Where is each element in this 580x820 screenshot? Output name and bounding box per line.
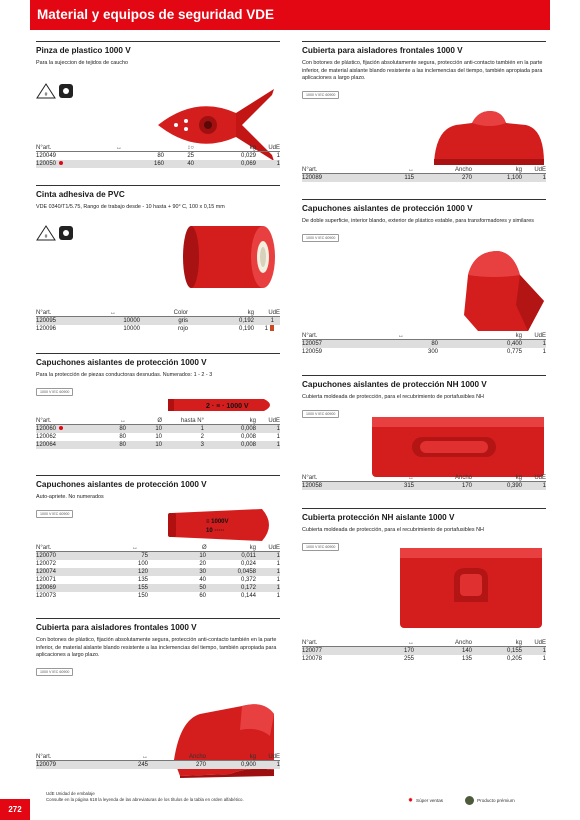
- warning-triangle-icon: [36, 225, 56, 241]
- table-header: N°art. ↔ Ø kg UdE: [36, 545, 280, 551]
- table-capuchones-auto: [36, 544, 280, 600]
- ok-hand-icon: [58, 83, 74, 99]
- section-description: Con botones de plástico, fijación absolutamente segura, protección anti-contacto también en la parte inferior, de material aislante blando resistente a las inclemencias del tiempo, también apropiada para aplicaciones a largo plazo.: [302, 60, 543, 82]
- section-title: Capuchones aislantes de protección 1000 V: [302, 199, 546, 213]
- iec-60900-badge: 1000 V IEC 60900: [302, 410, 339, 418]
- table-header: N°art. ↔ Ancho kg UdE: [302, 640, 546, 646]
- self-tightening-cap-image: [166, 507, 278, 543]
- table-header: N°art. ↔ Ancho kg UdE: [302, 167, 546, 173]
- svg-text:#: #: [44, 234, 48, 240]
- legend-premium: Producto prémium: [477, 798, 515, 803]
- page-number: 272: [0, 799, 30, 820]
- super-ventas-dot-icon: [59, 161, 63, 165]
- table-capuchones-numerados: [36, 417, 280, 449]
- section-title: Capuchones aislantes de protección NH 1000 V: [302, 375, 546, 389]
- pvc-tape-roll-image: [181, 220, 281, 295]
- ok-hand-icon: [58, 225, 74, 241]
- iec-60900-badge: 1000 V IEC 60900: [36, 510, 73, 518]
- section-cubierta-aisladores: [302, 41, 546, 101]
- table-row: 120062 80 10 2 0,008 1: [36, 434, 280, 440]
- section-title: Cubierta para aisladores frontales 1000 V: [302, 41, 546, 55]
- table-header: N°art. ↔ Ancho kg UdE: [36, 754, 280, 760]
- section-title: Cinta adhesiva de PVC: [36, 185, 280, 199]
- table-row: 120050 160 40 0,069 1: [36, 161, 280, 167]
- table-row: 120074 120 30 0,0458 1: [36, 569, 280, 575]
- footer-legend-note: Consulte en la página 618 la leyenda de las abreviaturas de los títulos de la tabla en orden alfabético.: [46, 797, 244, 802]
- section-description: De doble superficie, interior blando, exterior de plástico estable, para transformadores y similares: [302, 218, 534, 224]
- section-title: Capuchones aislantes de protección 1000 V: [36, 353, 280, 367]
- section-capuchones-doble: [302, 199, 546, 244]
- section-description: Para la sujeccion de tejidos de caucho: [36, 60, 128, 66]
- table-row: 120049 80 25 0,029 1: [36, 153, 280, 159]
- feature-icons: [36, 225, 74, 241]
- transformer-cap-image: [458, 245, 546, 335]
- iec-60900-badge: 1000 V IEC 60900: [36, 388, 73, 396]
- table-cubierta-nh: [302, 639, 546, 663]
- table-row: 120059 300 0,775 1: [302, 349, 546, 355]
- table-capuchones-doble: [302, 332, 546, 356]
- table-row: 120096 10000 rojo 0,190 1: [36, 325, 280, 333]
- table-row: 120077 170 140 0,155 1: [302, 648, 546, 654]
- super-ventas-dot-icon: [59, 426, 63, 430]
- svg-text:2 · ≡ · 1000 V: 2 · ≡ · 1000 V: [206, 403, 249, 410]
- col-ude: UdE: [268, 145, 280, 151]
- table-row: 120079 245 270 0,900 1: [36, 762, 280, 768]
- feature-icons: [36, 83, 74, 99]
- table-row: 120095 10000 gris 0,192 1: [36, 317, 280, 325]
- warning-triangle-icon: [36, 83, 56, 99]
- table-row: 120070 75 10 0,011 1: [36, 553, 280, 559]
- nh-protection-cover-image: [396, 542, 546, 632]
- section-title: Capuchones aislantes de protección 1000 V: [36, 475, 280, 489]
- numbered-cap-image: [166, 395, 278, 415]
- table-row: 120078 255 135 0,205 1: [302, 656, 546, 662]
- section-pinza: [36, 41, 280, 68]
- footer-legend: [408, 796, 515, 805]
- svg-text:10 ·····: 10 ·····: [206, 528, 225, 534]
- section-cubierta-aisladores: [36, 618, 280, 678]
- table-row: 120057 80 0,400 1: [302, 341, 546, 347]
- section-title: Pinza de plastico 1000 V: [36, 41, 280, 55]
- iec-60900-badge: 1000 V IEC 60900: [302, 91, 339, 99]
- section-description: Cubierta moldeada de protección, para el recubrimiento de portafusibles NH: [302, 394, 484, 400]
- section-description: VDE 0340/T1/5.75, Rango de trabajo desde - 10 hasta + 90° C, 100 x 0,15 mm: [36, 204, 225, 210]
- table-row: 120058 315 170 0,390 1: [302, 483, 546, 489]
- section-description: Auto-apriete. No numerados: [36, 494, 104, 500]
- iec-60900-badge: 1000 V IEC 60900: [36, 668, 73, 676]
- table-header: [36, 144, 280, 152]
- page-header: [30, 0, 550, 30]
- section-capuchones-numerados: [36, 353, 280, 398]
- table-header: N°art. ↔ Ø hasta N° kg UdE: [36, 418, 280, 424]
- table-cubierta-aisladores: [302, 166, 546, 182]
- nh-fuse-cap-image: [368, 413, 548, 481]
- premium-product-icon: [465, 796, 474, 805]
- section-title: Cubierta para aisladores frontales 1000 V: [36, 618, 280, 632]
- table-row: 120089 115 270 1,100 1: [302, 175, 546, 181]
- table-cubierta-aisladores: [36, 753, 280, 769]
- table-pinza: [36, 144, 280, 168]
- color-swatch-icon: [270, 325, 274, 331]
- super-ventas-icon: ✸: [408, 798, 414, 804]
- section-description: Cubierta moldeada de protección, para el recubrimiento de portafusibles NH: [302, 527, 484, 533]
- page-title: Material y equipos de seguridad VDE: [37, 7, 275, 22]
- iec-60900-badge: 1000 V IEC 60900: [302, 234, 339, 242]
- section-cinta: [36, 185, 280, 212]
- col-opening: ↕○: [187, 145, 194, 151]
- table-row: 120069 155 50 0,172 1: [36, 585, 280, 591]
- col-art: N°art.: [36, 145, 52, 151]
- table-capuchones-nh: [302, 474, 546, 490]
- svg-text:#: #: [44, 92, 48, 98]
- footer-notes: [46, 791, 244, 803]
- table-row: 120071 135 40 0,372 1: [36, 577, 280, 583]
- table-row: 120060 80 10 1 0,008 1: [36, 426, 280, 432]
- table-cinta: [36, 309, 280, 333]
- legend-super-ventas: Súper ventas: [416, 798, 444, 803]
- section-description: Con botones de plástico, fijación absolutamente segura, protección anti-contacto también en la parte inferior, de material aislante blando resistente a las inclemencias del tiempo, también apropiada para aplicaciones a largo plazo.: [36, 637, 277, 659]
- col-kg: kg: [249, 145, 256, 151]
- col-length: ↔: [116, 145, 122, 151]
- iec-60900-badge: 1000 V IEC 60900: [302, 543, 339, 551]
- table-row: 120072 100 20 0,024 1: [36, 561, 280, 567]
- section-title: Cubierta protección NH aislante 1000 V: [302, 508, 546, 522]
- table-header: N°art. ↔ Ancho kg UdE: [302, 475, 546, 481]
- svg-text:≡ 1000V: ≡ 1000V: [206, 519, 229, 525]
- footer-ude-note: UdE Unidad de embalaje: [46, 791, 95, 796]
- section-description: Para la protección de piezas conductoras desnudas. Numerados: 1 - 2 - 3: [36, 372, 213, 378]
- table-row: 120073 150 60 0,144 1: [36, 593, 280, 599]
- table-header: N°art. ↔ Color kg UdE: [36, 310, 280, 316]
- table-row: 120064 80 10 3 0,008 1: [36, 442, 280, 448]
- table-header: N°art. ↔ kg UdE: [302, 333, 546, 339]
- insulator-cover-image: [432, 109, 546, 167]
